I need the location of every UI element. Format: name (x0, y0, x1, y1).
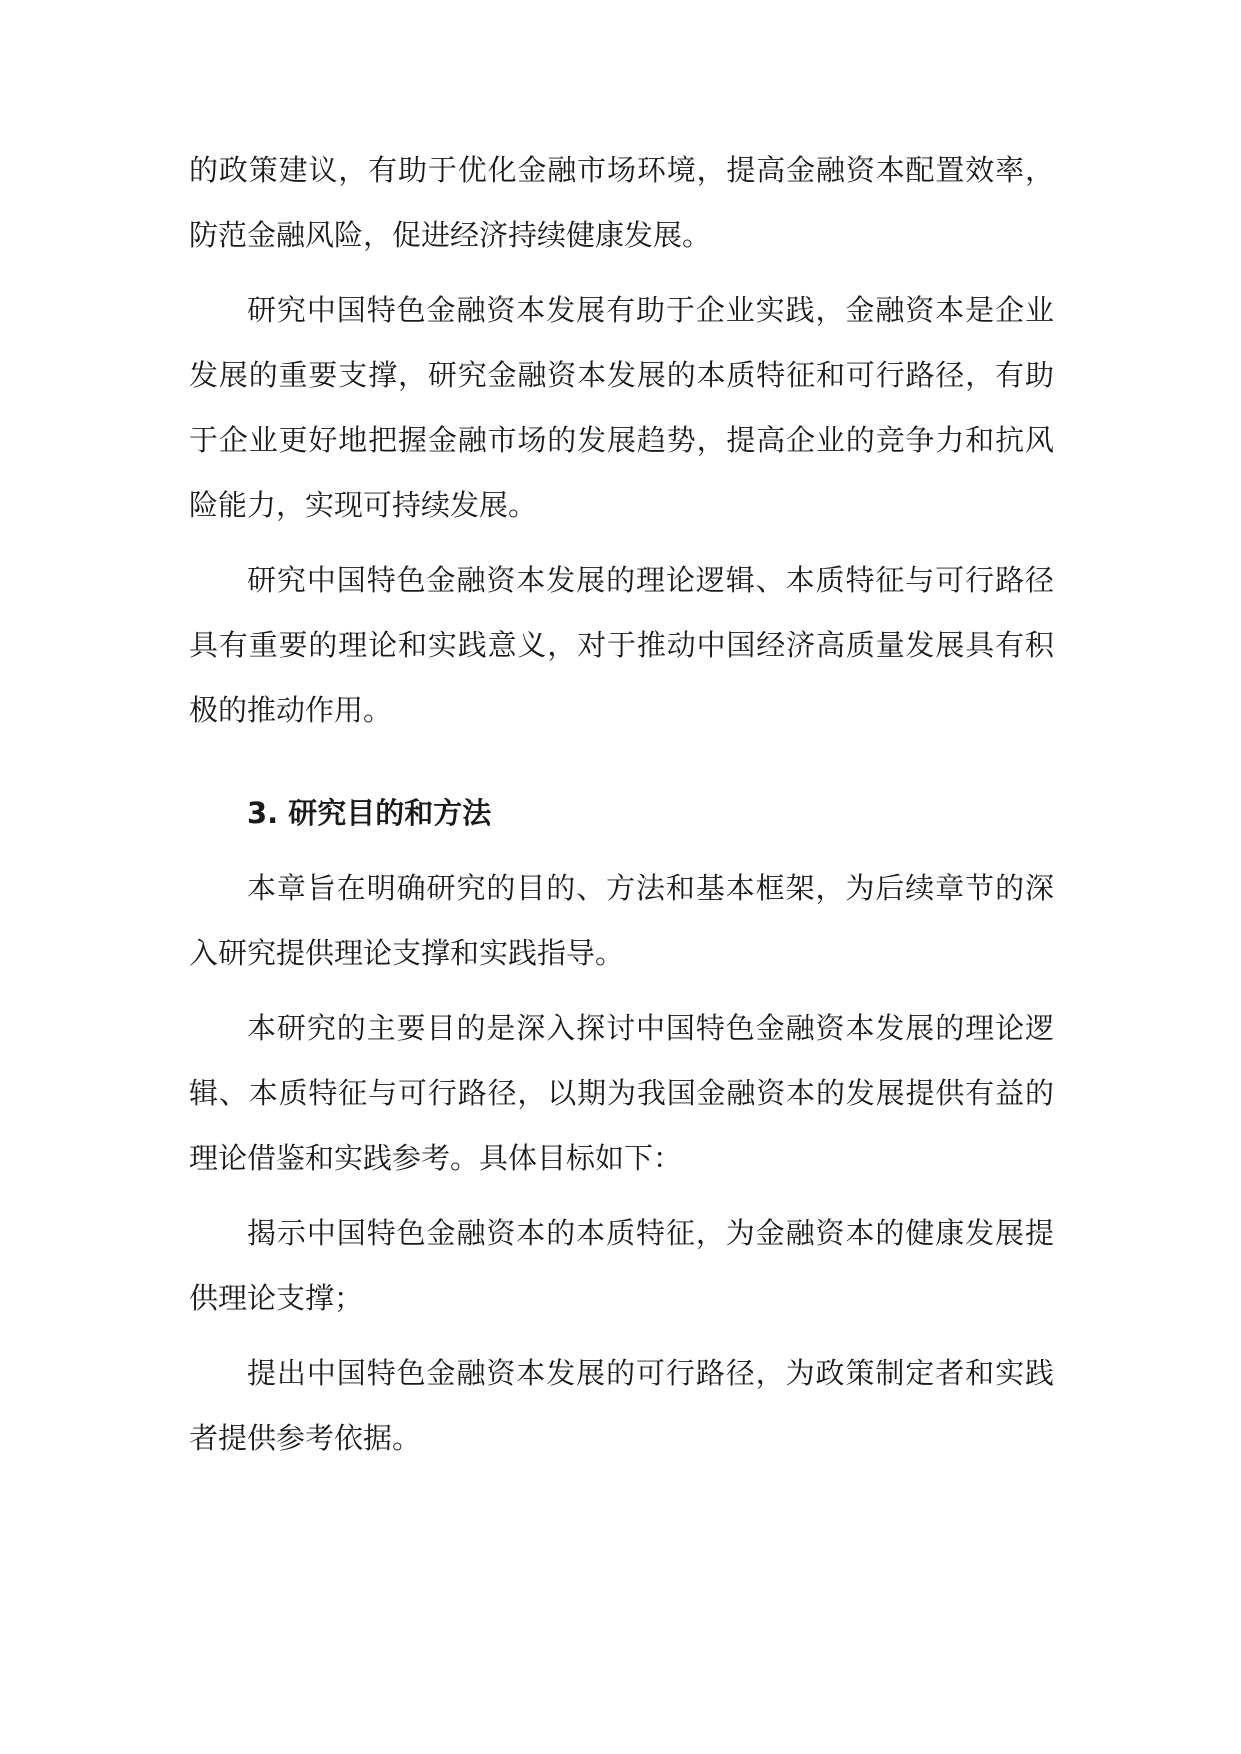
paragraph-enterprise-practice: 研究中国特色金融资本发展有助于企业实践，金融资本是企业发展的重要支撑，研究金融资本发展的本质特征和可行路径，有助于企业更好地把握金融市场的发展趋势，提高企业的竞争力和抗风险能力，实现可持续发展。 (189, 293, 1054, 522)
paragraph-main-objective: 本研究的主要目的是深入探讨中国特色金融资本发展的理论逻辑、本质特征与可行路径，以期为我国金融资本的发展提供有益的理论借鉴和实践参考。具体目标如下： (189, 1011, 1054, 1175)
paragraph-goal-2: 提出中国特色金融资本发展的可行路径，为政策制定者和实践者提供参考依据。 (189, 1356, 1054, 1455)
paragraph-chapter-purpose: 本章旨在明确研究的目的、方法和基本框架，为后续章节的深入研究提供理论支撑和实践指导。 (189, 871, 1054, 970)
page-content (189, 138, 1054, 1481)
paragraph-goal-1: 揭示中国特色金融资本的本质特征，为金融资本的健康发展提供理论支撑； (189, 1216, 1054, 1315)
paragraph-continuation: 的政策建议，有助于优化金融市场环境，提高金融资本配置效率，防范金融风险，促进经济持续健康发展。 (189, 153, 1054, 252)
section-heading: 3. 研究目的和方法 (247, 796, 492, 830)
paragraph-significance: 研究中国特色金融资本发展的理论逻辑、本质特征与可行路径具有重要的理论和实践意义，对于推动中国经济高质量发展具有积极的推动作用。 (189, 563, 1054, 727)
